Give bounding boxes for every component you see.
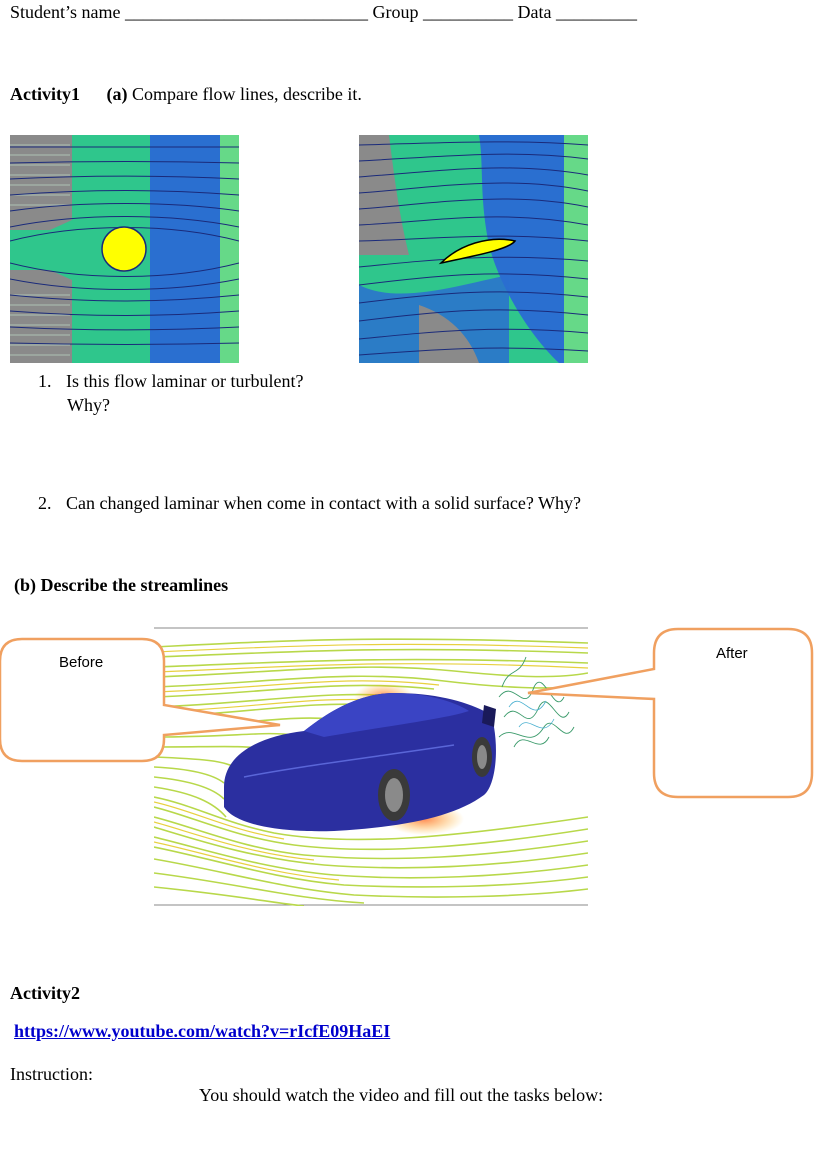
group-field[interactable]: __________ <box>423 2 513 22</box>
question-1-line1: Is this flow laminar or turbulent? <box>66 371 304 391</box>
question-1-number: 1. <box>38 371 52 391</box>
activity1-heading <box>10 84 362 105</box>
video-link[interactable]: https://www.youtube.com/watch?v=rIcfE09HaEI <box>14 1021 391 1041</box>
instruction-label: Instruction: <box>10 1064 93 1084</box>
student-name-field[interactable]: ___________________________ <box>125 2 368 22</box>
after-callout <box>520 625 816 801</box>
question-1-line2: Why? <box>67 395 110 415</box>
before-callout <box>0 627 300 767</box>
data-label: Data <box>517 2 552 22</box>
group-label: Group <box>372 2 419 22</box>
question-2-line1: Can changed laminar when come in contact with a solid surface? Why? <box>66 493 581 513</box>
part-b-heading: (b) Describe the streamlines <box>14 575 229 595</box>
after-callout-label: After <box>716 645 748 662</box>
data-field[interactable]: _________ <box>555 2 637 22</box>
header-line <box>10 2 637 23</box>
part-a-text: Compare flow lines, describe it. <box>131 84 362 104</box>
activity2-title: Activity2 <box>10 983 80 1003</box>
part-a-label: (a) <box>106 84 128 104</box>
cylinder-flow-image <box>10 135 239 363</box>
instruction-text: You should watch the video and fill out the tasks below: <box>199 1085 604 1105</box>
question-2 <box>38 493 581 514</box>
question-1 <box>38 371 303 392</box>
question-2-number: 2. <box>38 493 52 513</box>
activity1-title: Activity1 <box>10 84 80 104</box>
cylinder-shape <box>102 227 146 271</box>
airfoil-flow-image <box>359 135 588 363</box>
student-name-label: Student’s name <box>10 2 121 22</box>
before-callout-label: Before <box>59 654 104 671</box>
